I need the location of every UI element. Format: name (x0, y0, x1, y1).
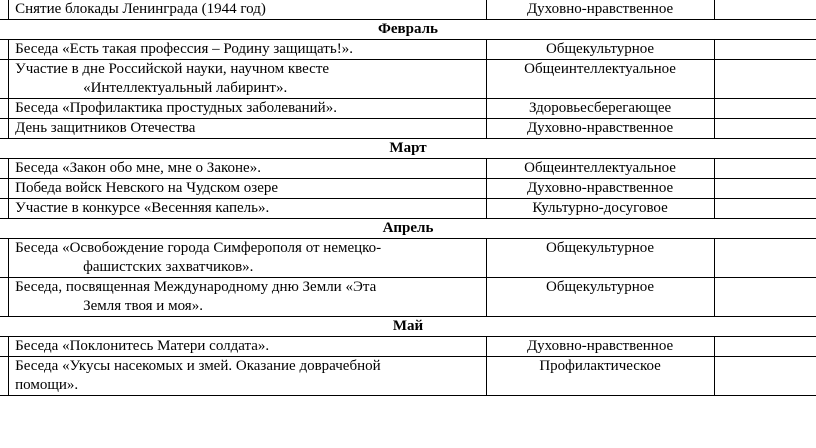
row-number-cell (0, 119, 9, 139)
event-cell (9, 357, 486, 396)
notes-cell (714, 40, 816, 60)
event-cell (9, 278, 486, 317)
row-number-cell (0, 60, 9, 99)
event-cell (9, 99, 486, 119)
event-cell (9, 239, 486, 278)
table-row (0, 40, 816, 60)
row-number-cell (0, 337, 9, 357)
row-number-cell (0, 278, 9, 317)
event-cell (9, 119, 486, 139)
direction-cell: Духовно-нравственное (486, 0, 714, 20)
event-cell (9, 179, 486, 199)
row-number-cell (0, 179, 9, 199)
direction-cell: Духовно-нравственное (486, 337, 714, 357)
table-row (0, 357, 816, 396)
month-header: Март (0, 139, 816, 159)
direction-cell: Здоровьесберегающее (486, 99, 714, 119)
notes-cell (714, 60, 816, 99)
table-row (0, 239, 816, 278)
month-header-row (0, 317, 816, 337)
row-number-cell (0, 239, 9, 278)
table-row (0, 119, 816, 139)
table-row (0, 0, 816, 20)
event-text-line: помощи». (15, 377, 79, 393)
direction-cell: Общеинтеллектуальное (486, 159, 714, 179)
event-cell (9, 199, 486, 219)
event-text-line: фашистских захватчиков». (83, 259, 254, 275)
event-cell (9, 60, 486, 99)
notes-cell (714, 278, 816, 317)
notes-cell (714, 159, 816, 179)
event-text-line: Земля твоя и моя». (83, 298, 203, 314)
event-text-line: Участие в дне Российской науки, научном квесте (15, 61, 330, 77)
notes-cell (714, 199, 816, 219)
notes-cell (714, 239, 816, 278)
table-row (0, 179, 816, 199)
event-text-line: Беседа «Закон обо мне, мне о Законе». (15, 160, 261, 176)
event-text-line: День защитников Отечества (15, 120, 196, 136)
table-row (0, 60, 816, 99)
event-text-line: Победа войск Невского на Чудском озере (15, 180, 279, 196)
month-header-row (0, 219, 816, 239)
month-header-row (0, 20, 816, 40)
notes-cell (714, 357, 816, 396)
event-text-line: Беседа «Поклонитесь Матери солдата». (15, 338, 270, 354)
table-row (0, 278, 816, 317)
notes-cell (714, 0, 816, 20)
event-cell (9, 159, 486, 179)
direction-cell: Духовно-нравственное (486, 179, 714, 199)
direction-cell: Культурно-досуговое (486, 199, 714, 219)
event-text-line: Беседа «Профилактика простудных заболеваний». (15, 100, 337, 116)
row-number-cell (0, 199, 9, 219)
notes-cell (714, 179, 816, 199)
row-number-cell (0, 159, 9, 179)
event-text-line: Беседа «Укусы насекомых и змей. Оказание доврачебной (15, 358, 381, 374)
notes-cell (714, 337, 816, 357)
table-row (0, 199, 816, 219)
event-text-line: Участие в конкурсе «Весенняя капель». (15, 200, 270, 216)
direction-cell: Профилактическое (486, 357, 714, 396)
event-text-line: Беседа «Есть такая профессия – Родину защищать!». (15, 41, 353, 57)
notes-cell (714, 99, 816, 119)
direction-cell: Общекультурное (486, 40, 714, 60)
event-text-line: Снятие блокады Ленинграда (1944 год) (15, 1, 266, 17)
direction-cell: Общекультурное (486, 239, 714, 278)
row-number-cell (0, 357, 9, 396)
month-header-row (0, 139, 816, 159)
month-header: Апрель (0, 219, 816, 239)
notes-cell (714, 119, 816, 139)
row-number-cell (0, 99, 9, 119)
table-row (0, 99, 816, 119)
direction-cell: Духовно-нравственное (486, 119, 714, 139)
month-header: Май (0, 317, 816, 337)
row-number-cell (0, 0, 9, 20)
row-number-cell (0, 40, 9, 60)
direction-cell: Общекультурное (486, 278, 714, 317)
event-cell (9, 337, 486, 357)
table-row (0, 159, 816, 179)
event-text-line: Беседа, посвященная Международному дню Земли «Эта (15, 279, 377, 295)
event-text-line: «Интеллектуальный лабиринт». (83, 80, 288, 96)
month-header: Февраль (0, 20, 816, 40)
event-text-line: Беседа «Освобождение города Симферополя от немецко- (15, 240, 382, 256)
direction-cell: Общеинтеллектуальное (486, 60, 714, 99)
event-cell (9, 0, 486, 20)
event-cell (9, 40, 486, 60)
table-row (0, 337, 816, 357)
